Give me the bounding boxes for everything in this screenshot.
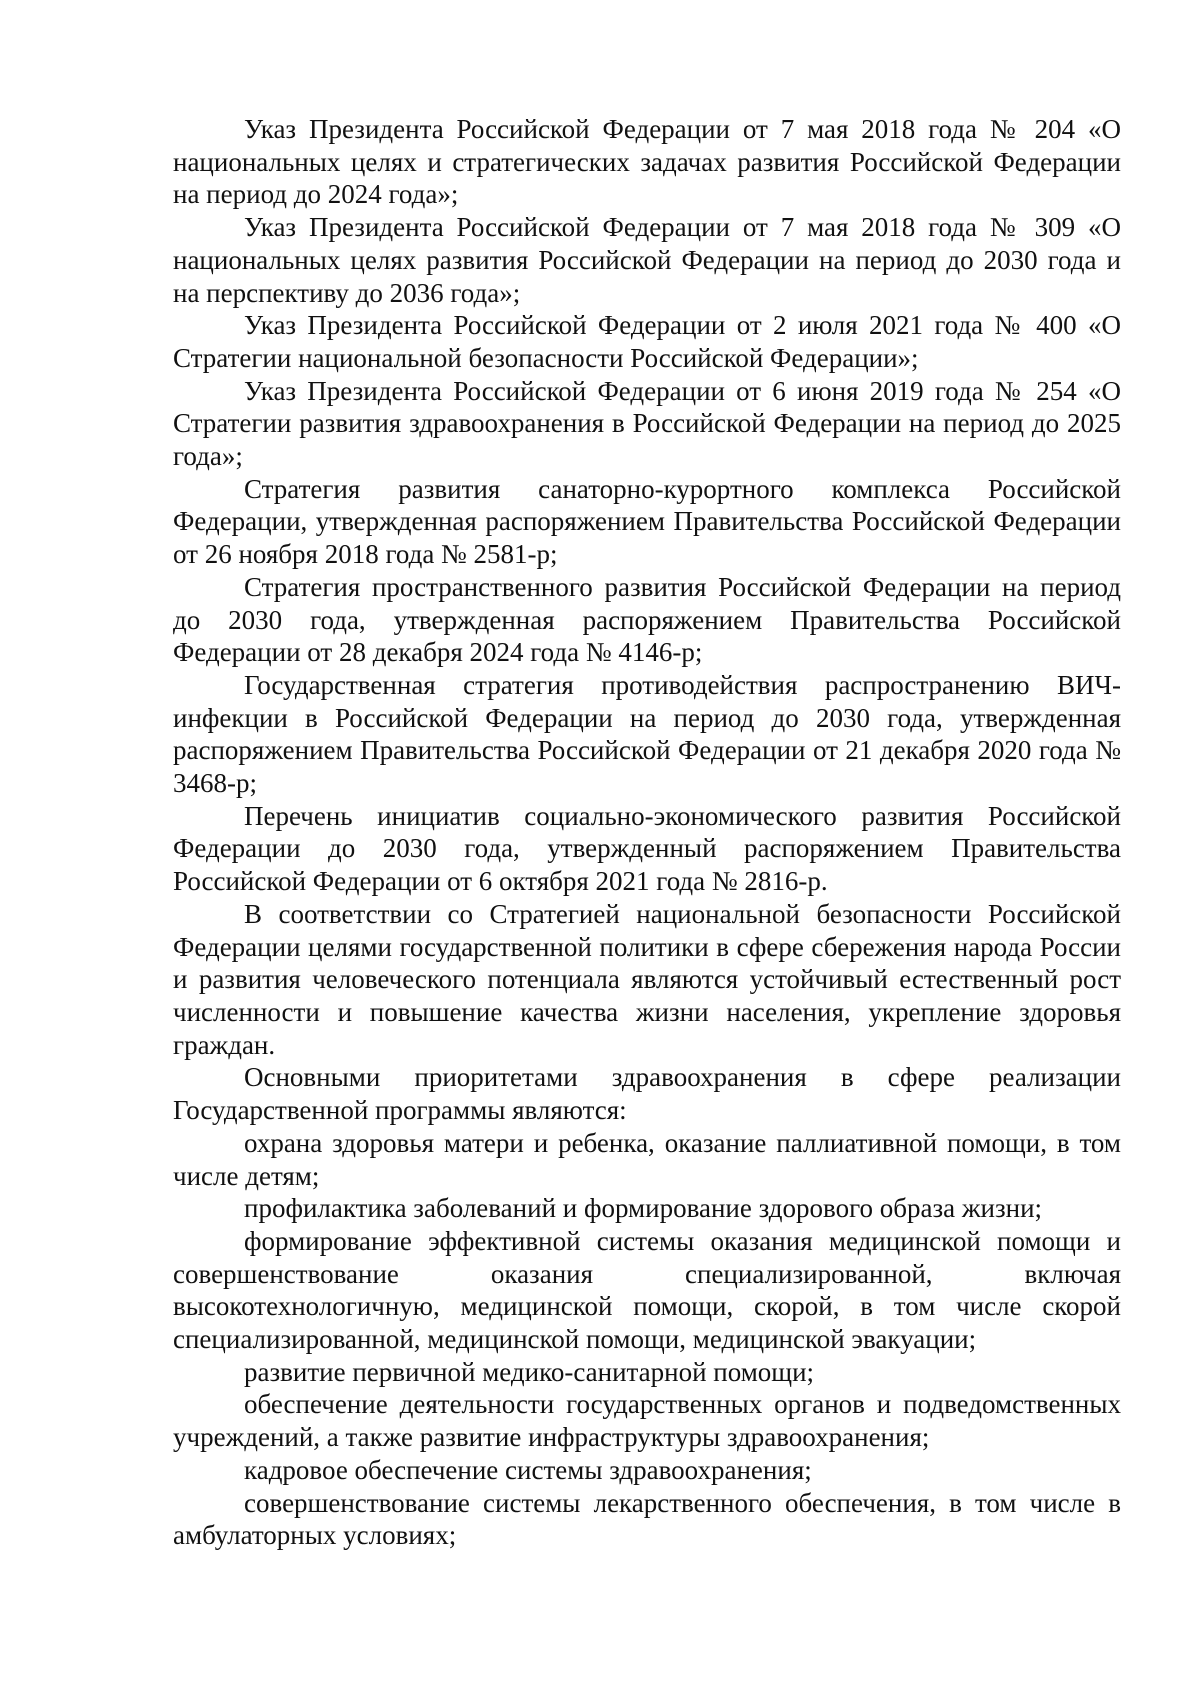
paragraph-decree-400: Указ Президента Российской Федерации от 2 июля 2021 года № 400 «О Стратегии национальной безопасности Российской Федерации»;	[173, 310, 1121, 373]
paragraph-initiatives-list: Перечень инициатив социально-экономического развития Российской Федерации до 2030 года, утвержденный распоряжением Правительства Российской Федерации от 6 октября 2021 года № 2816-р.	[173, 800, 1121, 897]
paragraph-strategy-spatial: Стратегия пространственного развития Российской Федерации на период до 2030 года, утвержденная распоряжением Правительства Российской Федерации от 28 декабря 2024 года № 4146-р;	[173, 571, 1121, 668]
paragraph-decree-309: Указ Президента Российской Федерации от 7 мая 2018 года № 309 «О национальных целях развития Российской Федерации на период до 2030 года и на перспективу до 2036 года»;	[173, 212, 1121, 308]
paragraph-decree-204: Указ Президента Российской Федерации от 7 мая 2018 года № 204 «О национальных целях и стратегических задачах развития Российской Федерации на период до 2024 года»;	[173, 114, 1121, 210]
paragraph-strategy-hiv: Государственная стратегия противодействия распространению ВИЧ-инфекции в Российской Федерации на период до 2030 года, утвержденная распоряжением Правительства Российской Федерации от 21 декабря 2020 года № 3468-р;	[173, 669, 1121, 799]
paragraph-national-security-goals: В соответствии со Стратегией национальной безопасности Российской Федерации целями государственной политики в сфере сбережения народа России и развития человеческого потенциала являются устойчивый естественный рост численности и повышение качества жизни населения, укрепление здоровья граждан.	[173, 898, 1121, 1060]
paragraph-priorities-intro: Основными приоритетами здравоохранения в сфере реализации Государственной программы являются:	[173, 1062, 1121, 1126]
paragraph-strategy-sanatorium: Стратегия развития санаторно-курортного комплекса Российской Федерации, утвержденная распоряжением Правительства Российской Федерации от 26 ноября 2018 года № 2581-р;	[173, 473, 1121, 570]
list-item-maternal-child-health: охрана здоровья матери и ребенка, оказание паллиативной помощи, в том числе детям;	[173, 1127, 1121, 1191]
list-item-infrastructure: обеспечение деятельности государственных органов и подведомственных учреждений, а также развитие инфраструктуры здравоохранения;	[173, 1389, 1121, 1453]
list-item-drug-supply: совершенствование системы лекарственного обеспечения, в том числе в амбулаторных условиях;	[173, 1487, 1121, 1551]
list-item-medical-care-system: формирование эффективной системы оказания медицинской помощи и совершенствование оказания специализированной, включая высокотехнологичную, медицинской помощи, скорой, в том числе скорой специализированной, медицинской помощи, медицинской эвакуации;	[173, 1225, 1121, 1355]
paragraph-decree-254: Указ Президента Российской Федерации от 6 июня 2019 года № 254 «О Стратегии развития здравоохранения в Российской Федерации на период до 2025 года»;	[173, 375, 1121, 472]
list-item-staffing: кадровое обеспечение системы здравоохранения;	[244, 1454, 812, 1485]
list-item-primary-care: развитие первичной медико-санитарной помощи;	[244, 1356, 815, 1387]
document-body	[173, 113, 1121, 1552]
list-item-disease-prevention: профилактика заболеваний и формирование здорового образа жизни;	[244, 1193, 1043, 1224]
